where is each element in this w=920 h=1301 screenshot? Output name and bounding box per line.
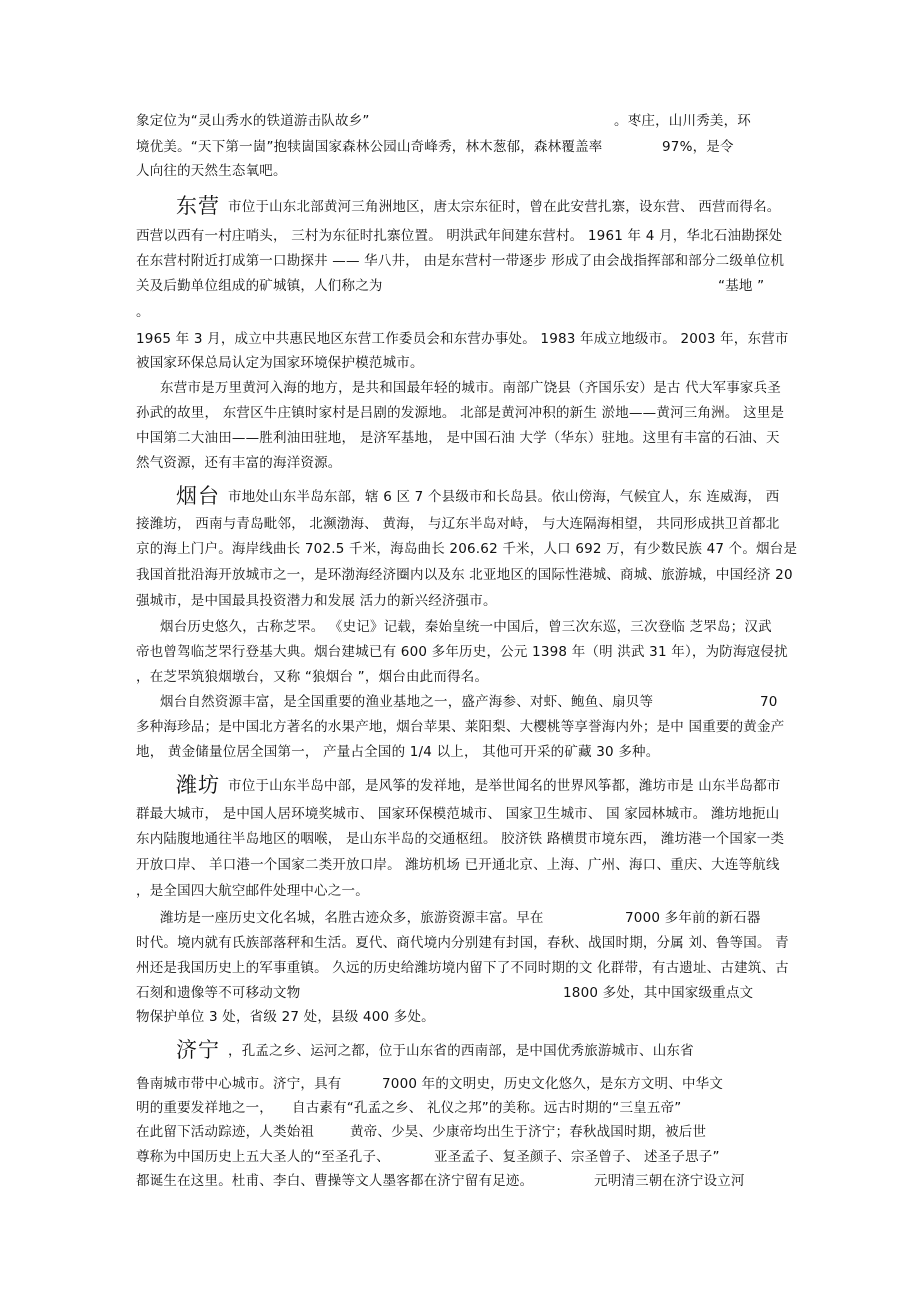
- section-heading-yantai: 烟台: [176, 484, 220, 508]
- text-line: [136, 1123, 796, 1141]
- text-segment: “基地 ”: [718, 278, 765, 294]
- text-segment: 鲁南城市带中心城市。济宁，具有: [136, 1076, 342, 1092]
- text-segment: 潍坊是一座历史文化名城，名胜古迹众多，旅游资源丰富。早在: [160, 910, 544, 926]
- text-segment: 境优美。“天下第一崮”抱犊崮国家森林公园山奇峰秀，林木葱郁，森林覆盖率: [136, 139, 603, 155]
- text-line: 然气资源，还有丰富的海洋资源。: [136, 455, 342, 471]
- text-line: 强城市，是中国最具投资潜力和发展 活力的新兴经济强市。: [136, 593, 497, 609]
- text-line: 中国第二大油田——胜利油田驻地， 是济军基地， 是中国石油 大学（华东）驻地。这里有丰富的石油、天: [136, 430, 780, 446]
- text-line: ，是全国四大航空邮件处理中心之一。: [136, 883, 369, 899]
- text-line: 接潍坊， 西南与青岛毗邻， 北濒渤海、 黄海， 与辽东半岛对峙， 与大连隔海相望， 共同形成拱卫首都北: [136, 516, 780, 532]
- text-line: 在东营村附近打成第一口勘探井 —— 华八井， 由是东营村一带逐步 形成了由会战指挥部和部分二级单位机: [136, 253, 785, 269]
- text-line: [160, 909, 820, 927]
- text-line: 烟台历史悠久，古称芝罘。 《史记》记载，秦始皇统一中国后，曾三次东巡，三次登临 芝罘岛；汉武: [160, 619, 772, 635]
- text-segment: 烟台自然资源丰富，是全国重要的渔业基地之一，盛产海参、对虾、鲍鱼、扇贝等: [160, 694, 654, 710]
- text-line: [160, 693, 820, 711]
- text-line: [136, 1075, 796, 1093]
- text-line: 被国家环保总局认定为国家环境保护模范城市。: [136, 355, 424, 371]
- text-line: 地， 黄金储量位居全国第一， 产量占全国的 1/4 以上， 其他可开采的矿藏 30 多种。: [136, 744, 660, 760]
- section-heading-dongying: 东营: [176, 194, 220, 218]
- text-segment: 石刻和遗像等不可移动文物: [136, 985, 301, 1001]
- text-segment: 都诞生在这里。杜甫、李白、曹操等文人墨客都在济宁留有足迹。: [136, 1173, 534, 1189]
- text-line: 孙武的故里， 东营区牛庄镇时家村是吕剧的发源地。 北部是黄河冲积的新生 淤地——黄河三角洲。 这里是: [136, 405, 785, 421]
- text-line: 群最大城市， 是中国人居环境奖城市、 国家环保模范城市、 国家卫生城市、 国 家园林城市。 潍坊地扼山: [136, 806, 780, 822]
- text-segment: 黄帝、少昊、少康帝均出生于济宁；春秋战国时期，被后世: [350, 1124, 707, 1140]
- text-line: 物保护单位 3 处，省级 27 处，县级 400 多处。: [136, 1009, 435, 1025]
- text-line: 多种海珍品；是中国北方著名的水果产地，烟台苹果、莱阳梨、大樱桃等享誉海内外；是中 国重要的黄金产: [136, 719, 785, 735]
- text-segment: 自古素有“孔孟之乡、 礼仪之邦”的美称。远古时期的“三皇五帝”: [292, 1100, 682, 1116]
- text-line: [136, 138, 796, 156]
- text-segment: 7000 年的文明史，历史文化悠久，是东方文明、中华文: [382, 1076, 724, 1092]
- text-line: 开放口岸、 羊口港一个国家二类开放口岸。 潍坊机场 已开通北京、上海、广州、海口、重庆、大连等航线: [136, 857, 780, 873]
- text-segment: 尊称为中国历史上五大圣人的“至圣孔子、: [136, 1149, 390, 1165]
- text-segment: 。枣庄，山川秀美，环: [614, 113, 751, 129]
- text-line: 东营市是万里黄河入海的地方，是共和国最年轻的城市。南部广饶县（齐国乐安）是古 代大军事家兵圣: [160, 380, 781, 396]
- text-segment: 元明清三朝在济宁设立河: [594, 1173, 745, 1189]
- text-segment: 关及后勤单位组成的矿城镇，人们称之为: [136, 278, 383, 294]
- text-segment: 97%，是令: [662, 139, 734, 155]
- text-line: 东内陆腹地通往半岛地区的咽喉， 是山东半岛的交通枢纽。 胶济铁 路横贯市境东西， 潍坊港一个国家一类: [136, 831, 785, 847]
- text-line: 市地处山东半岛东部，辖 6 区 7 个县级市和长岛县。依山傍海，气候宜人，东 连威海， 西: [228, 489, 780, 505]
- text-segment: 在此留下活动踪迹，人类始祖: [136, 1124, 315, 1140]
- text-line: 西营以西有一村庄哨头， 三村为东征时扎寨位置。 明洪武年间建东营村。 1961 年 4 月，华北石油勘探处: [136, 228, 783, 244]
- text-line: 市位于山东半岛中部，是风筝的发祥地，是举世闻名的世界风筝都，潍坊市是 山东半岛都市: [228, 778, 781, 794]
- text-line: 我国首批沿海开放城市之一，是环渤海经济圈内以及东 北亚地区的国际性港城、商城、旅游城，中国经济 20: [136, 567, 793, 583]
- text-line: 帝也曾驾临芝罘行登基大典。烟台建城已有 600 多年历史，公元 1398 年（明 洪武 31 年），为防海寇侵扰: [136, 644, 788, 660]
- section-heading-jining: 济宁: [176, 1038, 220, 1062]
- text-line: 市位于山东北部黄河三角洲地区，唐太宗东征时，曾在此安营扎寨，设东营、 西营而得名。: [228, 199, 781, 215]
- text-segment: 象定位为“灵山秀水的铁道游击队故乡”: [136, 113, 370, 129]
- text-segment: 70: [760, 694, 778, 710]
- text-line: [136, 1172, 796, 1190]
- text-segment: 亚圣孟子、复圣颜子、宗圣曾子、 述圣子思子”: [434, 1149, 720, 1165]
- text-line: [136, 1148, 796, 1166]
- text-segment: 1800 多处，其中国家级重点文: [563, 985, 754, 1001]
- text-line: 。: [136, 304, 150, 320]
- text-line: [136, 984, 796, 1002]
- text-line: 人向往的天然生态氧吧。: [136, 163, 287, 179]
- text-line: ，在芝罘筑狼烟墩台，又称 “狼烟台 ”，烟台由此而得名。: [136, 669, 489, 685]
- text-line: 京的海上门户。海岸线曲长 702.5 千米，海岛曲长 206.62 千米，人口 692 万，有少数民族 47 个。烟台是: [136, 541, 798, 557]
- text-line: 州还是我国历史上的军事重镇。 久远的历史给潍坊境内留下了不同时期的文 化群带，有古遗址、古建筑、古: [136, 960, 789, 976]
- section-heading-weifang: 潍坊: [176, 773, 220, 797]
- text-line: 1965 年 3 月，成立中共惠民地区东营工作委员会和东营办事处。 1983 年成立地级市。 2003 年，东营市: [136, 331, 789, 347]
- text-segment: 7000 多年前的新石器: [625, 910, 761, 926]
- text-line: [136, 112, 796, 130]
- text-segment: 明的重要发祥地之一，: [136, 1100, 273, 1116]
- text-line: [136, 277, 796, 295]
- text-line: 时代。境内就有氏族部落秤和生活。夏代、商代境内分别建有封国，春秋、战国时期，分属 刘、鲁等国。 青: [136, 935, 789, 951]
- text-line: ，孔孟之乡、运河之都，位于山东省的西南部，是中国优秀旅游城市、山东省: [228, 1043, 694, 1059]
- text-line: [136, 1099, 796, 1117]
